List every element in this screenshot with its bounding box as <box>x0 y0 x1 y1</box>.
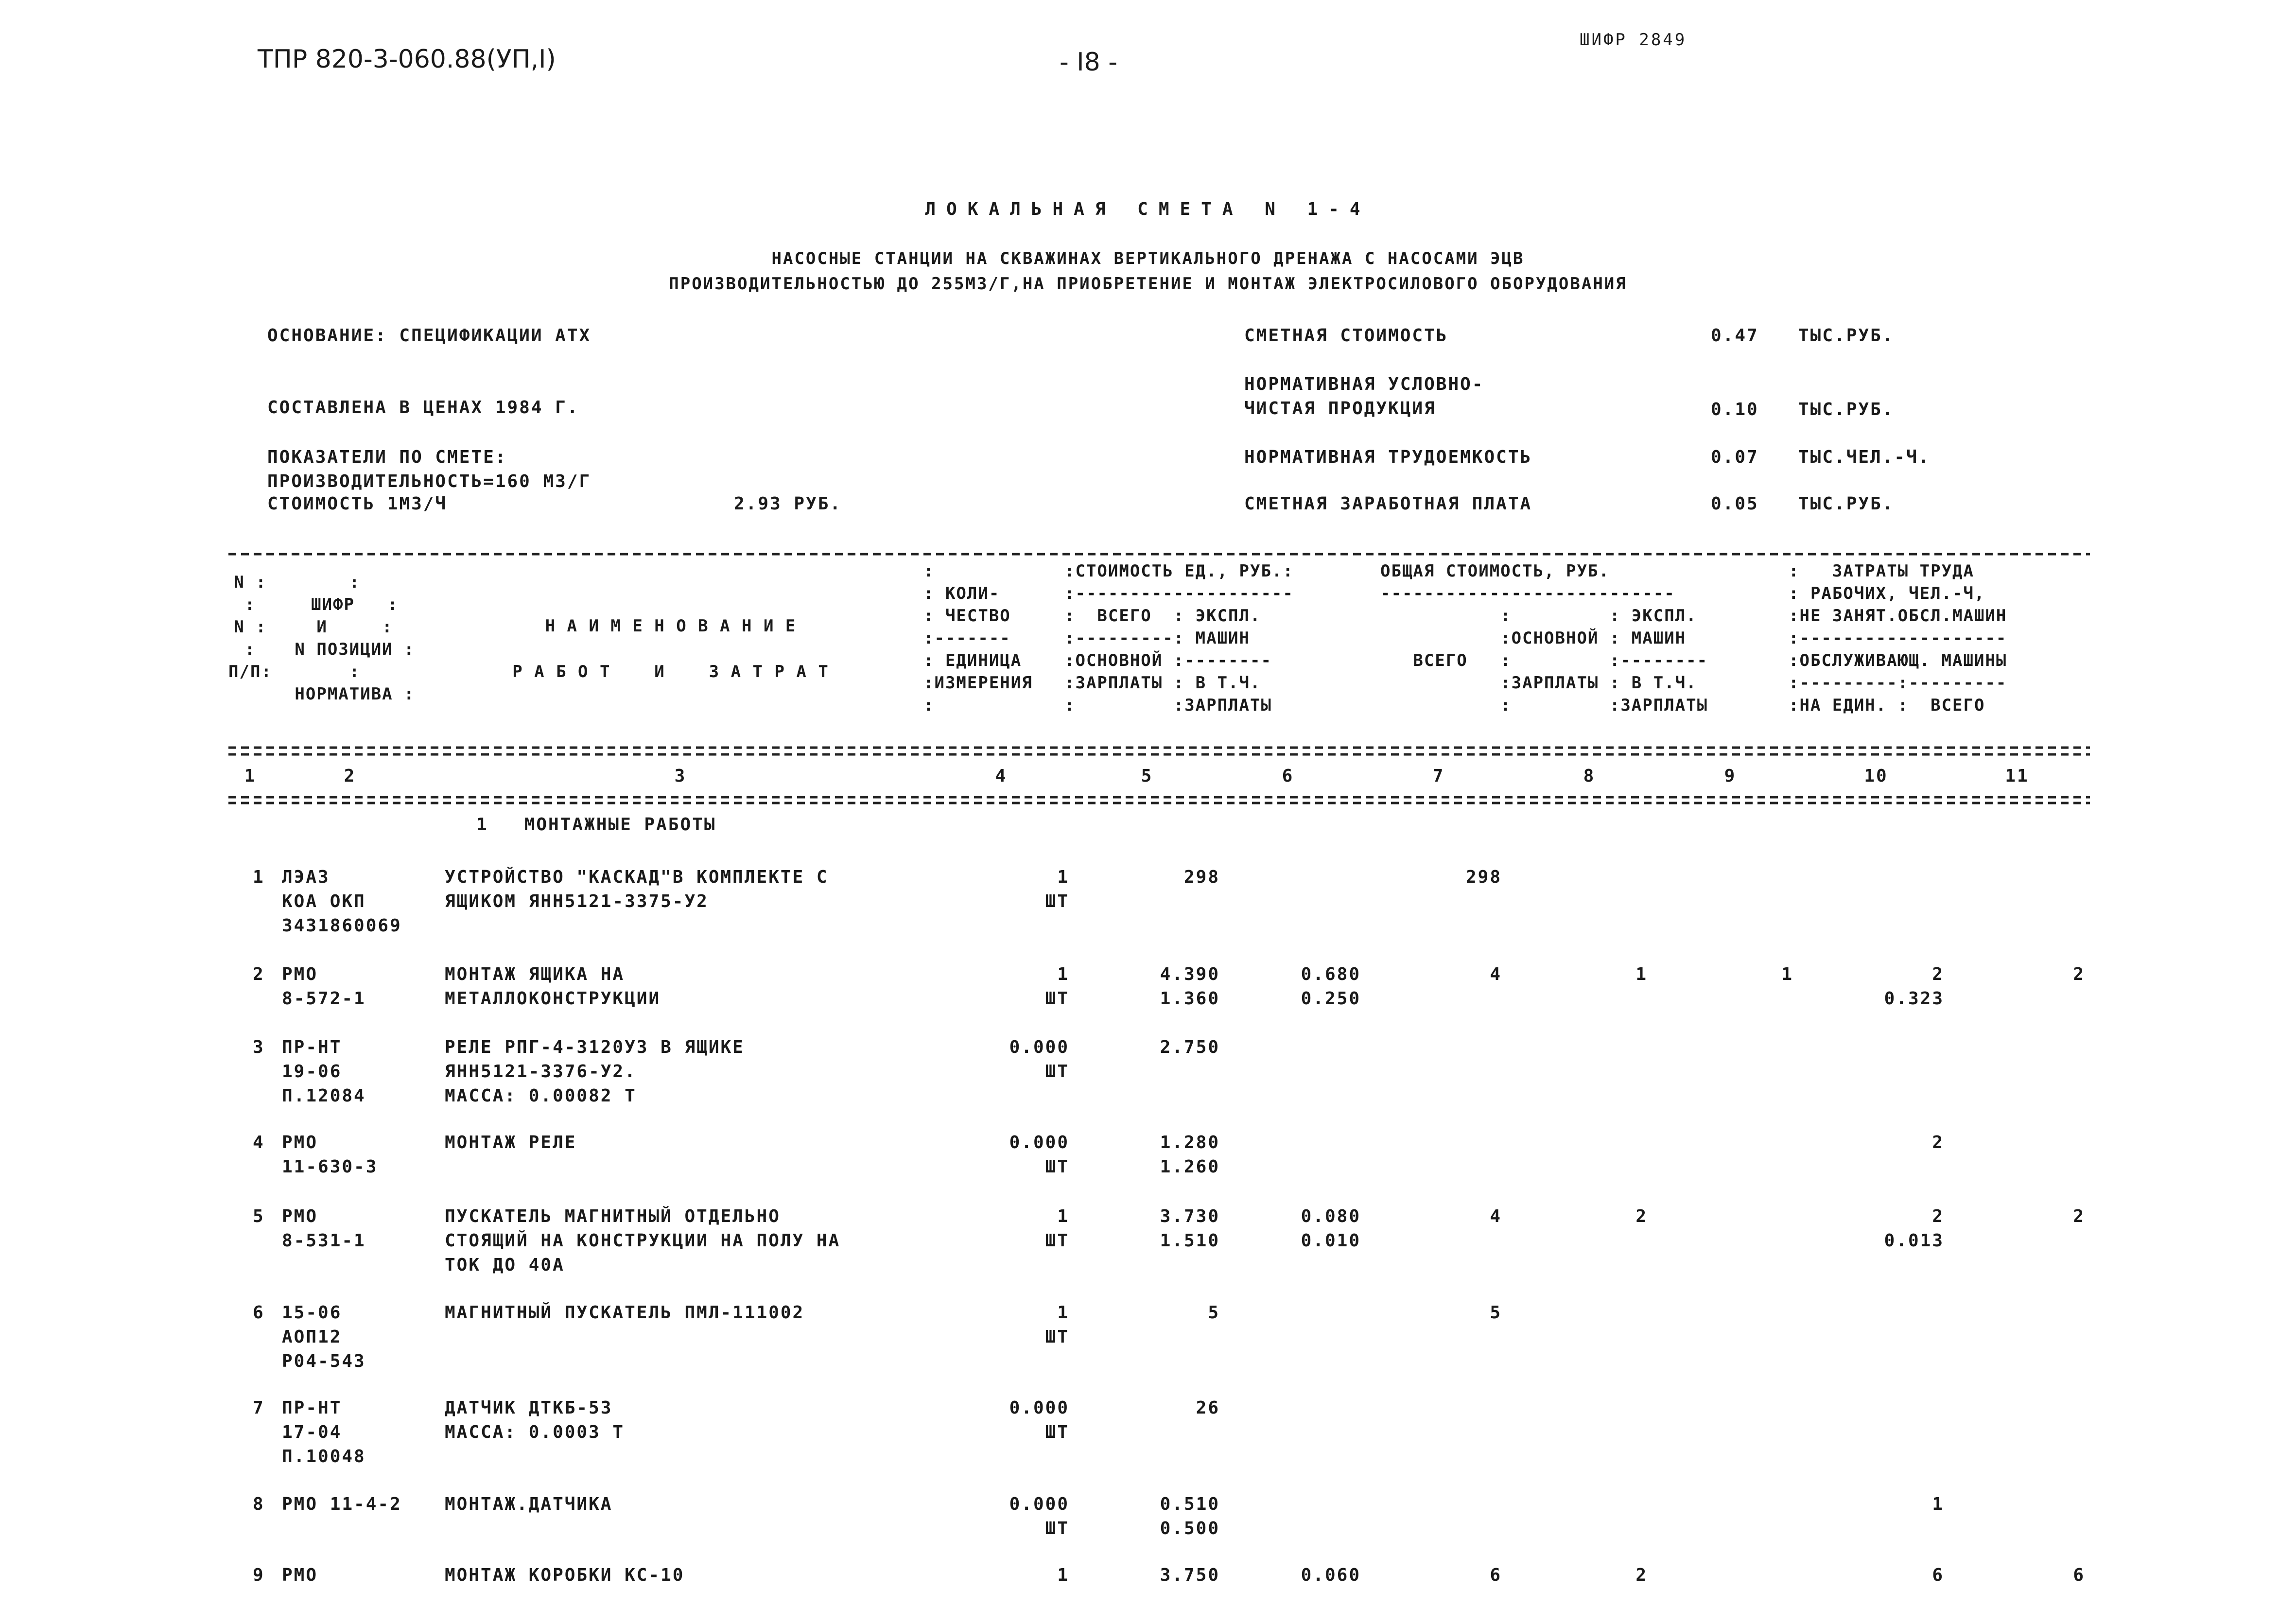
row-4-unit-total: 1.280 1.260 <box>1160 1133 1220 1177</box>
row-7-unit-total: 26 <box>1196 1398 1220 1418</box>
basis-text: ОСНОВАНИЕ: СПЕЦИФИКАЦИИ АТХ <box>267 326 591 346</box>
row-9-labor-total: 6 <box>2073 1565 2085 1585</box>
row-2-labor-unit: 2 0.323 <box>1884 964 1944 1009</box>
row-4-number: 4 <box>253 1133 265 1153</box>
row-7-code: ПР-НТ 17-04 П.10048 <box>282 1398 366 1467</box>
row-5-name: ПУСКАТЕЛЬ МАГНИТНЫЙ ОТДЕЛЬНО СТОЯЩИЙ НА КОНСТРУКЦИИ НА ПОЛУ НА ТОК ДО 40А <box>445 1206 841 1275</box>
row-6-total: 5 <box>1490 1303 1502 1323</box>
row-1-number: 1 <box>253 867 265 887</box>
row-4-labor-unit: 2 <box>1932 1133 1944 1153</box>
row-2-number: 2 <box>253 964 265 984</box>
row-4-qty: 0.000 ШТ <box>1009 1133 1069 1177</box>
row-2-total: 4 <box>1490 964 1502 984</box>
col-header-3-line1: Н А И М Е Н О В А Н И Е <box>545 616 797 636</box>
row-1-qty: 1 ШТ <box>1045 867 1069 911</box>
col-number-5: 5 <box>1141 766 1153 786</box>
estimate-subtitle-line1: НАСОСНЫЕ СТАНЦИИ НА СКВАЖИНАХ ВЕРТИКАЛЬНОГО ДРЕНАЖА С НАСОСАМИ ЭЦВ <box>771 249 1525 268</box>
est-cost-label: СМЕТНАЯ СТОИМОСТЬ <box>1244 326 1448 346</box>
cond-prod-label-2: ЧИСТАЯ ПРОДУКЦИЯ <box>1244 399 1436 419</box>
cipher-code: ШИФР 2849 <box>1580 30 1687 50</box>
row-8-name: МОНТАЖ.ДАТЧИКА <box>445 1494 613 1514</box>
unit-cost-value: 2.93 РУБ. <box>734 494 842 514</box>
document-code: ТПР 820-3-060.88(УП,I) <box>258 45 556 74</box>
col-number-6: 6 <box>1282 766 1294 786</box>
row-9-qty: 1 <box>1057 1565 1069 1585</box>
row-9-name: МОНТАЖ КОРОБКИ КС-10 <box>445 1565 685 1585</box>
row-9-number: 9 <box>253 1565 265 1585</box>
wage-label: СМЕТНАЯ ЗАРАБОТНАЯ ПЛАТА <box>1244 494 1532 514</box>
col-header-1: N : : N : : П/П: <box>228 573 272 681</box>
row-9-unit-total: 3.750 <box>1160 1565 1220 1585</box>
row-3-number: 3 <box>253 1037 265 1057</box>
col-header-10-11: : ЗАТРАТЫ ТРУДА : РАБОЧИХ, ЧЕЛ.-Ч, :НЕ ЗАНЯТ.ОБСЛ.МАШИН :------------------- :ОБСЛУЖИВАЮЩ. МАШИНЫ :---------:--------- :НА ЕДИН. : ВСЕГО <box>1789 561 2007 715</box>
row-5-unit-machine: 0.080 0.010 <box>1301 1206 1361 1251</box>
row-2-total-wage: 1 <box>1635 964 1648 984</box>
col-number-11: 11 <box>2005 766 2029 786</box>
row-7-name: ДАТЧИК ДТКБ-53 МАССА: 0.0003 Т <box>445 1398 625 1442</box>
row-5-qty: 1 ШТ <box>1045 1206 1069 1251</box>
row-6-code: 15-06 АОП12 Р04-543 <box>282 1303 366 1371</box>
col-number-7: 7 <box>1432 766 1445 786</box>
labor-value: 0.07 <box>1711 447 1759 467</box>
col-number-10: 10 <box>1864 766 1888 786</box>
row-9-unit-machine: 0.060 <box>1301 1565 1361 1585</box>
row-9-total-wage: 2 <box>1635 1565 1648 1585</box>
row-6-qty: 1 ШТ <box>1045 1303 1069 1347</box>
labor-label: НОРМАТИВНАЯ ТРУДОЕМКОСТЬ <box>1244 447 1532 467</box>
row-8-qty: 0.000 ШТ <box>1009 1494 1069 1538</box>
row-2-qty: 1 ШТ <box>1045 964 1069 1009</box>
row-9-total: 6 <box>1490 1565 1502 1585</box>
row-1-total: 298 <box>1465 867 1502 887</box>
col-number-3: 3 <box>674 766 687 786</box>
col-header-3-line2: Р А Б О Т И З А Т Р А Т <box>512 662 829 681</box>
col-number-4: 4 <box>995 766 1008 786</box>
row-1-name: УСТРОЙСТВО "КАСКАД"В КОМПЛЕКТЕ С ЯЩИКОМ ЯНН5121-3375-У2 <box>445 867 829 911</box>
row-2-labor-total: 2 <box>2073 964 2085 984</box>
cond-prod-label-1: НОРМАТИВНАЯ УСЛОВНО- <box>1244 374 1484 394</box>
row-5-code: РМО 8-531-1 <box>282 1206 366 1251</box>
row-6-number: 6 <box>253 1303 265 1323</box>
row-5-total-wage: 2 <box>1635 1206 1648 1226</box>
row-8-labor-unit: 1 <box>1932 1494 1944 1514</box>
col-number-1: 1 <box>244 766 257 786</box>
productivity-text: ПРОИЗВОДИТЕЛЬНОСТЬ=160 М3/Г <box>267 472 591 491</box>
row-5-total: 4 <box>1490 1206 1502 1226</box>
estimate-title: ЛОКАЛЬНАЯ СМЕТА N 1-4 <box>925 199 1371 219</box>
row-3-name: РЕЛЕ РПГ-4-3120У3 В ЯЩИКЕ ЯНН5121-3376-У2. МАССА: 0.00082 Т <box>445 1037 745 1106</box>
unit-cost-label: СТОИМОСТЬ 1М3/Ч <box>267 494 448 514</box>
col-header-5-6: :СТОИМОСТЬ ЕД., РУБ.: :-------------------- : ВСЕГО : ЭКСПЛ. :---------: МАШИН :ОСНОВНОЙ :-------- :ЗАРПЛАТЫ : В Т.Ч. : :ЗАРПЛАТЫ <box>1064 561 1294 715</box>
row-1-code: ЛЭАЗ КОА ОКП 3431860069 <box>282 867 402 936</box>
col-number-9: 9 <box>1724 766 1737 786</box>
row-6-name: МАГНИТНЫЙ ПУСКАТЕЛЬ ПМЛ-111002 <box>445 1303 805 1323</box>
row-5-labor-unit: 2 0.013 <box>1884 1206 1944 1251</box>
page-number: - I8 - <box>1060 48 1118 77</box>
row-2-unit-machine: 0.680 0.250 <box>1301 964 1361 1009</box>
col-header-2: : ШИФР : И : N ПОЗИЦИИ : : НОРМАТИВА : <box>295 573 415 704</box>
row-9-code: РМО <box>282 1565 318 1585</box>
labor-unit: ТЫС.ЧЕЛ.-Ч. <box>1798 447 1931 467</box>
wage-unit: ТЫС.РУБ. <box>1798 494 1895 514</box>
row-4-name: МОНТАЖ РЕЛЕ <box>445 1133 577 1153</box>
est-cost-value: 0.47 <box>1711 326 1759 346</box>
row-5-unit-total: 3.730 1.510 <box>1160 1206 1220 1251</box>
row-6-unit-total: 5 <box>1208 1303 1220 1323</box>
row-5-number: 5 <box>253 1206 265 1226</box>
row-2-total-machine: 1 <box>1781 964 1793 984</box>
section-title: 1 МОНТАЖНЫЕ РАБОТЫ <box>476 815 716 835</box>
row-7-number: 7 <box>253 1398 265 1418</box>
row-1-unit-total: 298 <box>1183 867 1220 887</box>
estimate-subtitle-line2: ПРОИЗВОДИТЕЛЬНОСТЬЮ ДО 255М3/Г,НА ПРИОБРЕТЕНИЕ И МОНТАЖ ЭЛЕКТРОСИЛОВОГО ОБОРУДОВАНИЯ <box>669 274 1627 294</box>
row-2-unit-total: 4.390 1.360 <box>1160 964 1220 1009</box>
cond-prod-unit: ТЫС.РУБ. <box>1798 400 1895 419</box>
row-2-code: РМО 8-572-1 <box>282 964 366 1009</box>
col-number-2: 2 <box>344 766 356 786</box>
row-3-unit-total: 2.750 <box>1160 1037 1220 1057</box>
col-header-4: : : КОЛИ- : ЧЕСТВО :------- : ЕДИНИЦА :ИЗМЕРЕНИЯ : <box>923 561 1033 715</box>
prices-text: СОСТАВЛЕНА В ЦЕНАХ 1984 Г. <box>267 398 579 418</box>
row-8-unit-total: 0.510 0.500 <box>1160 1494 1220 1538</box>
row-9-labor-unit: 6 <box>1932 1565 1944 1585</box>
row-7-qty: 0.000 ШТ <box>1009 1398 1069 1442</box>
col-number-8: 8 <box>1583 766 1596 786</box>
wage-value: 0.05 <box>1711 494 1759 514</box>
row-8-number: 8 <box>253 1494 265 1514</box>
col-header-7-9: ОБЩАЯ СТОИМОСТЬ, РУБ. --------------------------- : : ЭКСПЛ. :ОСНОВНОЙ : МАШИН ВСЕГО : :-------- :ЗАРПЛАТЫ : В Т.Ч. : :ЗАРПЛАТЫ <box>1380 561 1708 715</box>
row-2-name: МОНТАЖ ЯЩИКА НА МЕТАЛЛОКОНСТРУКЦИИ <box>445 964 661 1009</box>
row-5-labor-total: 2 <box>2073 1206 2085 1226</box>
row-8-code: РМО 11-4-2 <box>282 1494 402 1514</box>
indicators-title: ПОКАЗАТЕЛИ ПО СМЕТЕ: <box>267 447 507 467</box>
cond-prod-value: 0.10 <box>1711 400 1759 419</box>
row-3-qty: 0.000 ШТ <box>1009 1037 1069 1082</box>
row-3-code: ПР-НТ 19-06 П.12084 <box>282 1037 366 1106</box>
row-4-code: РМО 11-630-3 <box>282 1133 378 1177</box>
est-cost-unit: ТЫС.РУБ. <box>1798 326 1895 346</box>
